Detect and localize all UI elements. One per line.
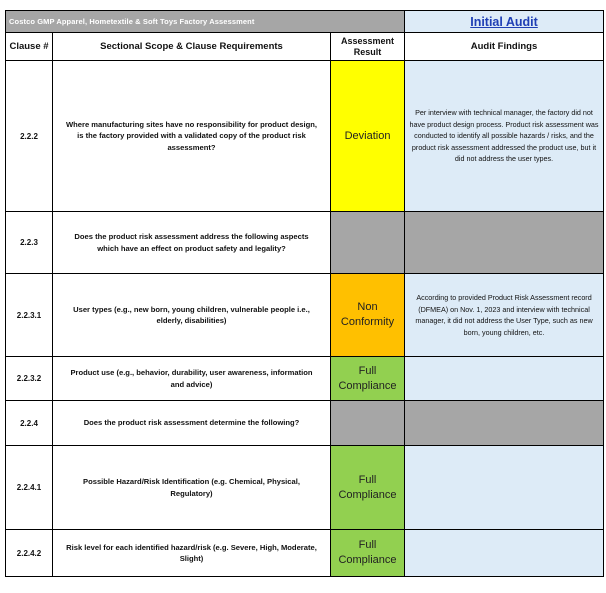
- assessment-result: [331, 61, 405, 212]
- table-row: [6, 274, 604, 357]
- report-title: Costco GMP Apparel, Hometextile & Soft Toys Factory Assessment: [6, 11, 405, 33]
- table-row: [6, 357, 604, 401]
- clause-number: 2.2.4.2: [6, 530, 53, 577]
- assessment-result: [331, 530, 405, 577]
- result-text-line1: Full: [358, 364, 377, 377]
- result-text-line1: Full: [358, 473, 377, 486]
- clause-number: 2.2.3.2: [6, 357, 53, 401]
- assessment-result: [331, 212, 405, 274]
- audit-finding: According to provided Product Risk Assessment record (DFMEA) on Nov. 1, 2023 and interview with technical manager, it did not address the User Type, such as new born, young children, etc.: [405, 274, 604, 357]
- assessment-result: [331, 274, 405, 357]
- result-text-line1: Non: [357, 301, 378, 313]
- assessment-result: [331, 401, 405, 446]
- table-row: [6, 446, 604, 530]
- audit-finding: [405, 446, 604, 530]
- result-text-line2: Compliance: [338, 488, 397, 501]
- table-row: [6, 212, 604, 274]
- audit-table: [5, 10, 604, 577]
- initial-audit-link[interactable]: Initial Audit: [470, 14, 538, 29]
- audit-finding: Per interview with technical manager, the factory did not have product design process. Product risk assessment was conducted to identify all possible hazards / risks, and the product risk assessment addressed the product use, but it did not address the user types.: [405, 61, 604, 212]
- col-header-clause: Clause #: [6, 33, 53, 61]
- result-text-line2: Compliance: [338, 379, 397, 392]
- clause-requirement: Does the product risk assessment determine the following?: [53, 401, 331, 446]
- result-text-line2: Conformity: [340, 316, 395, 328]
- assessment-result: [331, 357, 405, 401]
- assessment-result: [331, 446, 405, 530]
- table-row: [6, 530, 604, 577]
- clause-requirement: Where manufacturing sites have no responsibility for product design, is the factory provided with a validated copy of the product risk assessment?: [53, 61, 331, 212]
- audit-finding: [405, 530, 604, 577]
- clause-number: 2.2.3: [6, 212, 53, 274]
- clause-requirement: Possible Hazard/Risk Identification (e.g. Chemical, Physical, Regulatory): [53, 446, 331, 530]
- result-text-line1: Full: [358, 539, 377, 551]
- title-row: [6, 11, 604, 33]
- col-header-result: [331, 33, 405, 61]
- result-text-line2: Compliance: [338, 554, 397, 566]
- clause-requirement: Risk level for each identified hazard/risk (e.g. Severe, High, Moderate, Slight): [53, 530, 331, 577]
- result-text: Deviation: [344, 129, 391, 142]
- clause-number: 2.2.4: [6, 401, 53, 446]
- clause-number: 2.2.2: [6, 61, 53, 212]
- column-header-row: [6, 33, 604, 61]
- col-header-findings: Audit Findings: [405, 33, 604, 61]
- clause-requirement: User types (e.g., new born, young children, vulnerable people i.e., elderly, disabilities): [53, 274, 331, 357]
- clause-number: 2.2.3.1: [6, 274, 53, 357]
- audit-finding: [405, 357, 604, 401]
- clause-requirement: Does the product risk assessment address the following aspects which have an effect on product safety and legality?: [53, 212, 331, 274]
- audit-finding: [405, 212, 604, 274]
- col-header-result-line1: Assessment: [340, 35, 395, 46]
- col-header-result-line2: Result: [353, 46, 382, 57]
- col-header-scope: Sectional Scope & Clause Requirements: [53, 33, 331, 61]
- clause-number: 2.2.4.1: [6, 446, 53, 530]
- table-row: [6, 61, 604, 212]
- table-row: [6, 401, 604, 446]
- clause-requirement: Product use (e.g., behavior, durability, user awareness, information and advice): [53, 357, 331, 401]
- initial-audit-cell: [405, 11, 604, 33]
- audit-finding: [405, 401, 604, 446]
